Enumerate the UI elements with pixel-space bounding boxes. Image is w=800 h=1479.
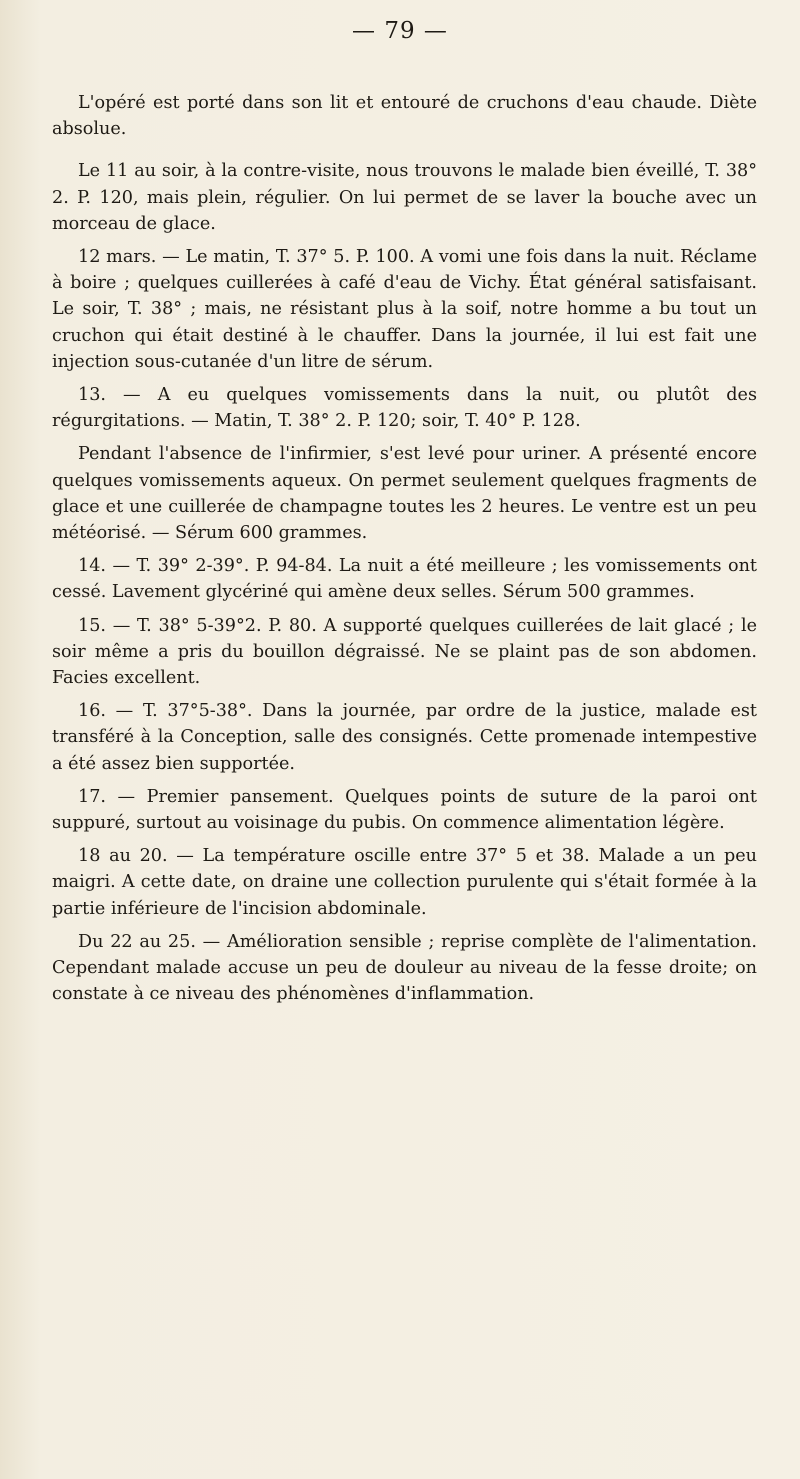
paragraph-day-17: 17. — Premier pansement. Quelques points de suture de la paroi ont suppuré, surtout au voisinage du pubis. On commence alimentation légère. <box>52 786 757 834</box>
paragraph-day-13: 13. — A eu quelques vomissements dans la nuit, ou plutôt des régurgitations. — Matin, T. 38° 2. P. 120; soir, T. 40° P. 128. <box>52 385 757 432</box>
paragraph-day-18-20: 18 au 20. — La température oscille entre 37° 5 et 38. Malade a un peu maigri. A cette date, on draine une collection purulente qui s'était formée à la partie inférieure de l'incision abdominale. <box>52 846 757 919</box>
body-text <box>52 90 757 1015</box>
paragraph-day-11: Le 11 au soir, à la contre-visite, nous trouvons le malade bien éveillé, T. 38° 2. P. 120, mais plein, régulier. On lui permet de se laver la bouche avec un morceau de glace. <box>52 161 757 234</box>
paragraph-day-22-25: Du 22 au 25. — Amélioration sensible ; reprise complète de l'alimentation. Cependant malade accuse un peu de douleur au niveau de la fesse droite; on constate à ce niveau des phénomènes d'inflammation. <box>52 931 757 1005</box>
page-number: — 79 — <box>352 18 448 44</box>
paragraph-day-13-cont: Pendant l'absence de l'infirmier, s'est levé pour uriner. A présenté encore quelques vomissements aqueux. On permet seulement quelques fragments de glace et une cuillerée de champagne toutes les 2 heures. Le ventre est un peu météorisé. — Sérum 600 grammes. <box>52 444 757 544</box>
paragraph-intro: L'opéré est porté dans son lit et entouré de cruchons d'eau chaude. Diète absolue. <box>52 93 757 140</box>
paragraph-day-16: 16. — T. 37°5-38°. Dans la journée, par ordre de la justice, malade est transféré à la Conception, salle des consignés. Cette promenade intempestive a été assez bien supportée. <box>52 701 757 774</box>
paragraph-day-15: 15. — T. 38° 5-39°2. P. 80. A supporté quelques cuillerées de lait glacé ; le soir même a pris du bouillon dégraissé. Ne se plaint pas de son abdomen. Facies excellent. <box>52 615 757 689</box>
paragraph-day-12: 12 mars. — Le matin, T. 37° 5. P. 100. A vomi une fois dans la nuit. Réclame à boire ; quelques cuillerées à café d'eau de Vichy. État général satisfaisant. Le soir, T. 38° ; mais, ne résistant plus à la soif, notre homme a bu tout un cruchon qui était destiné à le chauffer. Dans la journée, il lui est fait une injection sous-cutanée d'un litre de sérum. <box>52 247 757 372</box>
paragraph-day-14: 14. — T. 39° 2-39°. P. 94-84. La nuit a été meilleure ; les vomissements ont cessé. Lavement glycériné qui amène deux selles. Sérum 500 grammes. <box>52 556 757 603</box>
